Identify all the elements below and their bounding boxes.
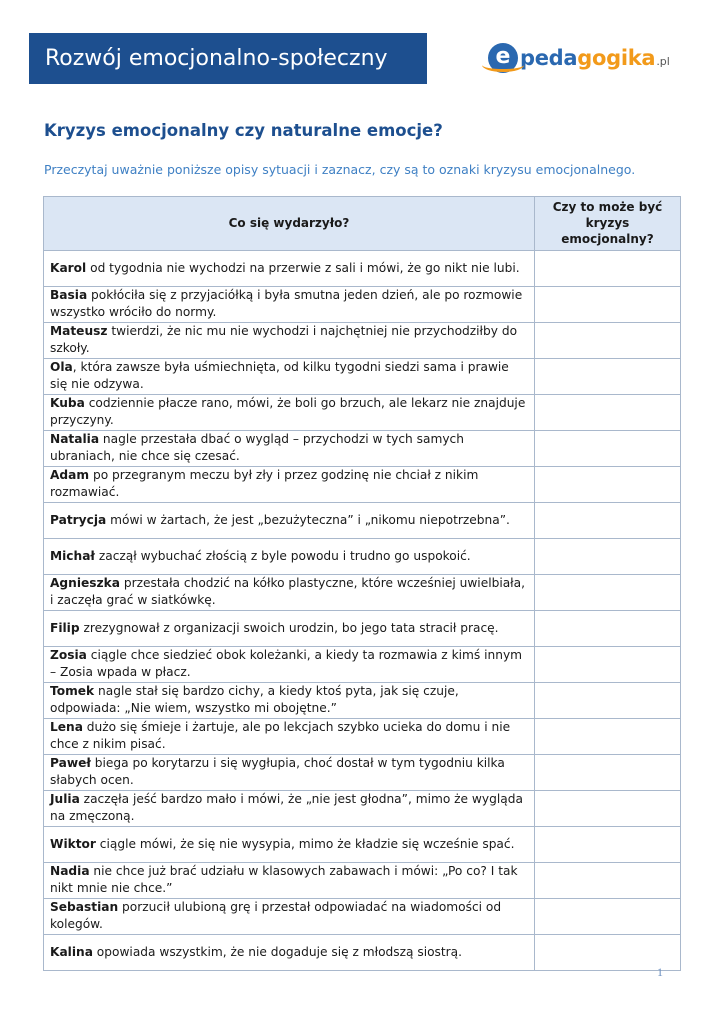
child-name: Paweł: [50, 756, 91, 771]
table-row: [44, 826, 681, 862]
situation-cell: [44, 862, 535, 898]
situation-text: od tygodnia nie wychodzi na przerwie z sali i mówi, że go nikt nie lubi.: [86, 260, 520, 275]
situation-text: codziennie płacze rano, mówi, że boli go brzuch, ale lekarz nie znajduje przyczyny.: [50, 396, 526, 428]
crisis-answer-cell[interactable]: [535, 538, 681, 574]
situation-text: zrezygnował z organizacji swoich urodzin, bo jego tata stracił pracę.: [79, 620, 499, 635]
situation-cell: [44, 610, 535, 646]
situation-text: biega po korytarzu i się wygłupia, choć dostał w tym tygodniu kilka słabych ocen.: [50, 756, 505, 788]
child-name: Tomek: [50, 684, 95, 699]
table-row: [44, 610, 681, 646]
child-name: Karol: [50, 260, 87, 275]
banner-title: Rozwój emocjonalno-społeczny: [29, 33, 427, 84]
crisis-answer-cell[interactable]: [535, 754, 681, 790]
situation-cell: [44, 718, 535, 754]
table-row: [44, 358, 681, 394]
child-name: Adam: [50, 468, 90, 483]
situation-text: dużo się śmieje i żartuje, ale po lekcjach szybko ucieka do domu i nie chce z nikim pisać.: [50, 720, 511, 752]
column-header-crisis-line2: kryzys emocjonalny?: [561, 216, 654, 247]
situation-text: mówi w żartach, że jest „bezużyteczna” i „nikomu niepotrzebna”.: [106, 512, 510, 527]
crisis-answer-cell[interactable]: [535, 430, 681, 466]
table-row: [44, 322, 681, 358]
column-header-event: Co się wydarzyło?: [44, 197, 535, 251]
logo-circle-letter: e: [495, 44, 511, 69]
table-row: [44, 250, 681, 286]
logo-word-tld: .pl: [656, 55, 670, 68]
child-name: Mateusz: [50, 324, 108, 339]
child-name: Kuba: [50, 396, 85, 411]
column-header-crisis-line1: Czy to może być: [552, 200, 663, 214]
worksheet-heading: Kryzys emocjonalny czy naturalne emocje?: [44, 121, 443, 140]
situation-text: opowiada wszystkim, że nie dogaduje się z młodszą siostrą.: [92, 944, 463, 959]
table-row: [44, 790, 681, 826]
child-name: Wiktor: [50, 836, 96, 851]
situation-cell: [44, 250, 535, 286]
situation-text: porzucił ulubioną grę i przestał odpowiadać na wiadomości od kolegów.: [50, 900, 502, 932]
situation-text: nagle stał się bardzo cichy, a kiedy ktoś pyta, jak się czuje, odpowiada: „Nie wiem, wszystko mi obojętne.”: [50, 684, 459, 716]
situation-text: zaczął wybuchać złością z byle powodu i trudno go uspokoić.: [94, 548, 471, 563]
table-row: [44, 754, 681, 790]
situation-cell: [44, 322, 535, 358]
table-header-row: [44, 197, 681, 251]
column-header-crisis: [535, 197, 681, 251]
child-name: Julia: [50, 792, 80, 807]
logo-word-accent: gogika: [577, 46, 656, 70]
situation-cell: [44, 538, 535, 574]
table-row: [44, 502, 681, 538]
child-name: Natalia: [50, 432, 100, 447]
crisis-answer-cell[interactable]: [535, 718, 681, 754]
logo-e-icon: [488, 43, 518, 73]
table-row: [44, 898, 681, 934]
crisis-answer-cell[interactable]: [535, 466, 681, 502]
table-row: [44, 466, 681, 502]
crisis-answer-cell[interactable]: [535, 250, 681, 286]
table-row: [44, 646, 681, 682]
logo-swoosh-icon: [482, 58, 524, 72]
situation-cell: [44, 898, 535, 934]
logo-word-main: peda: [520, 46, 578, 70]
situation-cell: [44, 646, 535, 682]
crisis-answer-cell[interactable]: [535, 790, 681, 826]
situation-cell: [44, 502, 535, 538]
situation-cell: [44, 754, 535, 790]
table-row: [44, 934, 681, 970]
situation-text: nagle przestała dbać o wygląd – przychodzi w tych samych ubraniach, nie chce się czesać.: [50, 432, 464, 464]
crisis-answer-cell[interactable]: [535, 322, 681, 358]
child-name: Patrycja: [50, 512, 107, 527]
situation-text: po przegranym meczu był zły i przez godzinę nie chciał z nikim rozmawiać.: [50, 468, 479, 500]
situation-text: przestała chodzić na kółko plastyczne, które wcześniej uwielbiała, i zaczęła grać w siatkówkę.: [50, 576, 525, 608]
situation-cell: [44, 682, 535, 718]
table-row: [44, 538, 681, 574]
table-row: [44, 862, 681, 898]
situation-cell: [44, 466, 535, 502]
situation-text: ciągle chce siedzieć obok koleżanki, a kiedy ta rozmawia z kimś innym – Zosia wpada w płacz.: [50, 648, 523, 680]
situation-cell: [44, 358, 535, 394]
child-name: Sebastian: [50, 900, 119, 915]
crisis-answer-cell[interactable]: [535, 286, 681, 322]
situation-cell: [44, 394, 535, 430]
table-row: [44, 394, 681, 430]
crisis-answer-cell[interactable]: [535, 682, 681, 718]
child-name: Nadia: [50, 864, 90, 879]
child-name: Zosia: [50, 648, 87, 663]
situation-cell: [44, 574, 535, 610]
page-number: 1: [657, 965, 663, 979]
crisis-answer-cell[interactable]: [535, 610, 681, 646]
situation-text: twierdzi, że nic mu nie wychodzi i najchętniej nie przychodziłby do szkoły.: [50, 324, 518, 356]
crisis-answer-cell[interactable]: [535, 862, 681, 898]
epedagogika-logo[interactable]: [488, 38, 678, 78]
child-name: Agnieszka: [50, 576, 120, 591]
situations-table: [43, 196, 681, 971]
situation-text: , która zawsze była uśmiechnięta, od kilku tygodni siedzi sama i prawie się nie odzywa.: [50, 360, 509, 392]
situation-text: nie chce już brać udziału w klasowych zabawach i mówi: „Po co? I tak nikt mnie nie chce.”: [50, 864, 518, 896]
situation-cell: [44, 286, 535, 322]
child-name: Lena: [50, 720, 83, 735]
table-row: [44, 574, 681, 610]
crisis-answer-cell[interactable]: [535, 358, 681, 394]
crisis-answer-cell[interactable]: [535, 574, 681, 610]
crisis-answer-cell[interactable]: [535, 898, 681, 934]
situation-cell: [44, 826, 535, 862]
child-name: Ola: [50, 360, 73, 375]
table-row: [44, 682, 681, 718]
table-row: [44, 718, 681, 754]
logo-wordmark: [520, 46, 670, 70]
child-name: Kalina: [50, 944, 93, 959]
child-name: Filip: [50, 620, 80, 635]
child-name: Basia: [50, 288, 88, 303]
crisis-answer-cell[interactable]: [535, 646, 681, 682]
situation-text: ciągle mówi, że się nie wysypia, mimo że kładzie się wcześnie spać.: [95, 836, 515, 851]
situation-cell: [44, 430, 535, 466]
crisis-answer-cell[interactable]: [535, 394, 681, 430]
situation-cell: [44, 934, 535, 970]
situation-text: zaczęła jeść bardzo mało i mówi, że „nie jest głodna”, mimo że wygląda na zmęczoną.: [50, 792, 523, 824]
crisis-answer-cell[interactable]: [535, 502, 681, 538]
situation-text: pokłóciła się z przyjaciółką i była smutna jeden dzień, ale po rozmowie wszystko wróciło do normy.: [50, 288, 523, 320]
child-name: Michał: [50, 548, 95, 563]
crisis-answer-cell[interactable]: [535, 826, 681, 862]
table-row: [44, 286, 681, 322]
worksheet-instruction: Przeczytaj uważnie poniższe opisy sytuacji i zaznacz, czy są to oznaki kryzysu emocjonalnego.: [44, 162, 636, 177]
situation-cell: [44, 790, 535, 826]
table-row: [44, 430, 681, 466]
